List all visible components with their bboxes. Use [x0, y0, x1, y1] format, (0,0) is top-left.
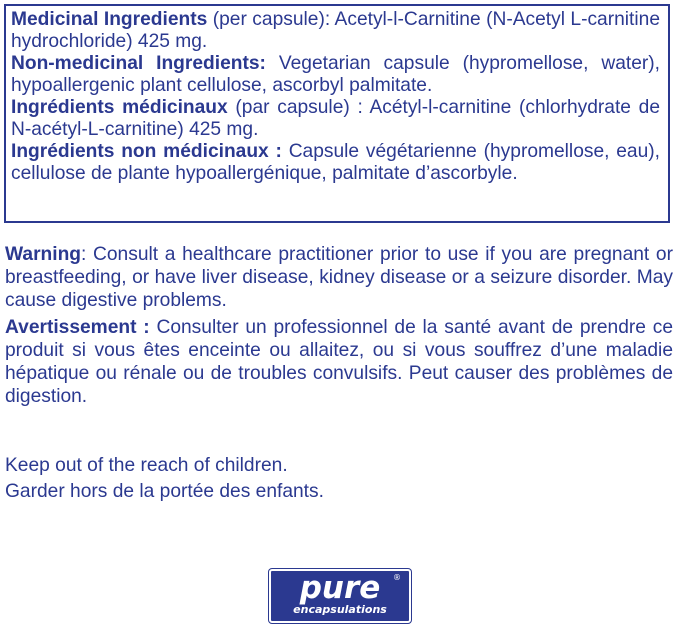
non-medicinal-ingredients-fr-text: Capsule végétarienne (hypromellose, eau), cellulose de plante hypoallergénique, palmitate d’ascorbyle. [11, 141, 660, 184]
medicinal-ingredients-en-text: (per capsule): Acetyl-l-Carnitine (N-Acetyl L-carnitine hydrochloride) 425 mg. [11, 9, 660, 52]
medicinal-ingredients-fr-label: Ingrédients médicinaux [11, 97, 228, 118]
non-medicinal-ingredients-fr [11, 141, 660, 185]
warning-fr-label: Avertissement : [5, 317, 150, 338]
keep-out-en: Keep out of the reach of children. [5, 455, 288, 476]
non-medicinal-ingredients-en-text: Vegetarian capsule (hypromellose, water), hypoallergenic plant cellulose, ascorbyl palmitate. [11, 53, 660, 96]
warning-en-text: : Consult a healthcare practitioner prior to use if you are pregnant or breastfeeding, or have liver disease, kidney disease or a seizure disorder. May cause digestive problems. [5, 244, 673, 311]
logo-tagline: encapsulations [293, 603, 387, 616]
registered-mark: ® [393, 573, 401, 582]
medicinal-ingredients-en [11, 9, 660, 53]
medicinal-ingredients-fr [11, 97, 660, 141]
ingredients-box [4, 4, 670, 223]
keep-out-fr: Garder hors de la portée des enfants. [5, 481, 324, 502]
non-medicinal-ingredients-en [11, 53, 660, 97]
medicinal-ingredients-en-label: Medicinal Ingredients [11, 9, 208, 30]
keep-out-section [5, 453, 673, 505]
non-medicinal-ingredients-en-label: Non-medicinal Ingredients: [11, 53, 266, 74]
medicinal-ingredients-fr-text: (par capsule) : Acétyl-l-carnitine (chlorhydrate de N-acétyl-L-carnitine) 425 mg. [11, 97, 660, 140]
warning-en [5, 243, 673, 312]
warning-fr [5, 316, 673, 408]
pure-encapsulations-logo [269, 569, 411, 623]
non-medicinal-ingredients-fr-label: Ingrédients non médicinaux : [11, 141, 282, 162]
warning-fr-text: Consulter un professionnel de la santé avant de prendre ce produit si vous êtes enceinte ou allaitez, ou si vous souffrez d’une maladie hépatique ou rénale ou de troubles convulsifs. Peut causer des problèmes de digestion. [5, 317, 674, 407]
warning-en-label: Warning [5, 244, 82, 265]
logo-brand-word: pure [299, 570, 381, 606]
warning-section [5, 243, 673, 408]
